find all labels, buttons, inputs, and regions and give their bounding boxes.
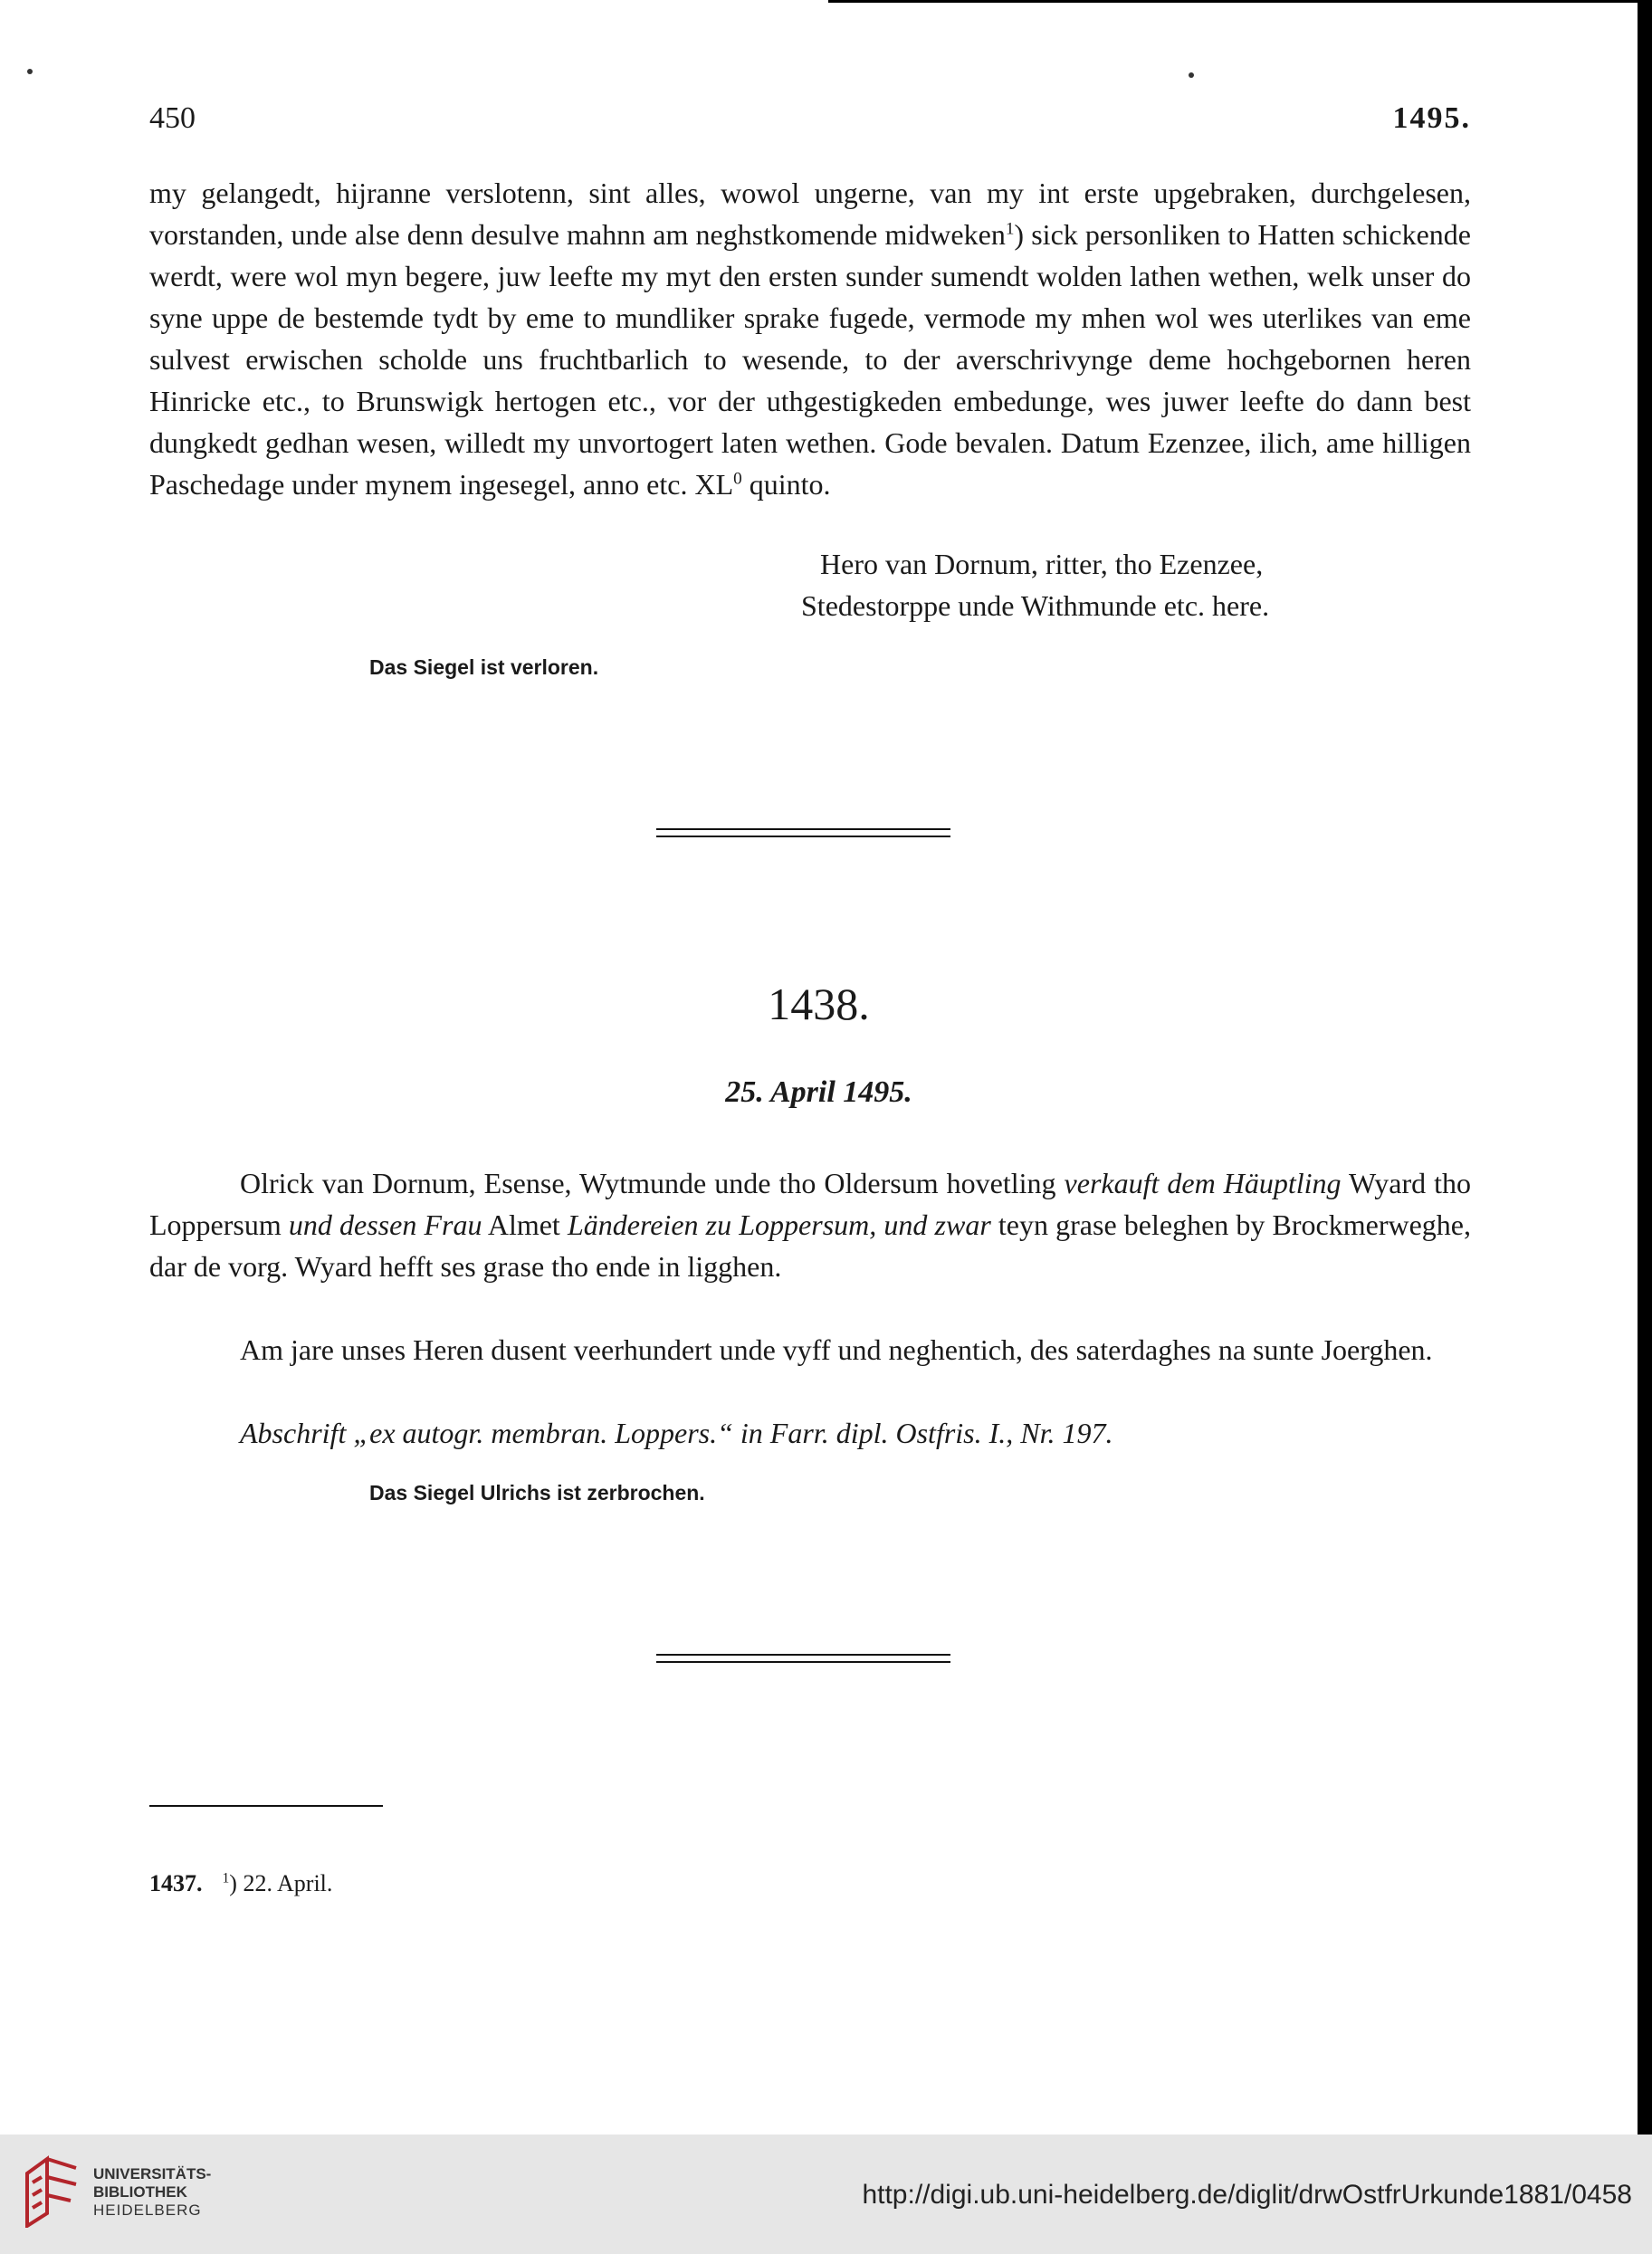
footnote-ref: 1437.	[149, 1870, 203, 1896]
signature-line: Hero van Dornum, ritter, tho Ezenzee,	[820, 548, 1264, 580]
document-date: 25. April 1495.	[725, 1075, 912, 1109]
degree-mark: 0	[733, 469, 742, 489]
page-number: 450	[149, 101, 196, 135]
viewer-footer	[0, 2135, 1652, 2254]
seal-note: Das Siegel ist verloren.	[369, 655, 599, 679]
page-header	[149, 101, 1471, 147]
section-separator	[656, 1654, 950, 1663]
permalink-url[interactable]: http://digi.ub.uni-heidelberg.de/diglit/drwOstfrUrkunde1881/0458	[862, 2180, 1632, 2210]
document-summary: Olrick van Dornum, Esense, Wytmunde unde tho Oldersum hovetling verkauft dem Häuptling Wyard tho Loppersum und dessen Frau Almet Ländereien zu Loppersum, und zwar teyn grase beleghen by Brockmerweghe, dar de vorg. Wyard hefft ses grase tho ende in ligghen.	[149, 1167, 1472, 1283]
source-citation: Abschrift „ex autogr. membran. Loppers.“ in Farr. dipl. Ostfris. I., Nr. 197.	[240, 1417, 1113, 1449]
library-name: UNIVERSITÄTS- BIBLIOTHEK HEIDELBERG	[93, 2165, 212, 2219]
footnote-marker: 1	[222, 1870, 230, 1886]
footnote-marker: 1	[1005, 219, 1015, 239]
scan-speck	[27, 69, 33, 74]
signature-line: Stedestorppe unde Withmunde etc. here.	[801, 589, 1270, 622]
scan-top-border	[828, 0, 1638, 3]
section-separator	[656, 828, 950, 837]
university-library-logo[interactable]	[20, 2155, 83, 2228]
footnote: 1437. $^1$) 22. April.	[149, 1870, 333, 1896]
document-number: 1438.	[768, 979, 870, 1029]
footnote-rule	[149, 1805, 383, 1807]
scan-edge	[1638, 0, 1652, 2135]
document-text: Am jare unses Heren dusent veerhundert unde vyff und neghentich, des saterdaghes na sunte Joerghen.	[240, 1333, 1433, 1366]
running-year: 1495.	[1392, 101, 1471, 135]
seal-note: Das Siegel Ulrichs ist zerbrochen.	[369, 1481, 705, 1504]
scan-speck	[1189, 72, 1194, 78]
preceding-document-text: my gelangedt, hijranne verslotenn, sint alles, wowol ungerne, van my int erste upgebraken, durchgelesen, vorstanden, unde alse denn desulve mahnn am neghstkomende midweken$^1$) sick personliken to Hatten schickende werdt, were wol myn begere, juw leefte my myt den ersten sunder sumendt wolden lathen wethen, welk unser do syne uppe de bestemde tydt by eme to mundliker sprake fugede, vermode my mhen wol wes uterlikes van eme sulvest erwischen scholde uns fruchtbarlich to wesende, to der averschrivynge deme hochgebornen heren Hinricke etc., to Brunswigk hertogen etc., vor der uthgestigkeden embedunge, wes juwer leefte do dann best dungkedt gedhan wesen, willedt my unvortogert laten wethen. Gode bevalen. Datum Ezenzee, ilich, ame hilligen Paschedage under mynem ingesegel, anno etc. $XL^0$ quinto.	[149, 177, 1472, 501]
